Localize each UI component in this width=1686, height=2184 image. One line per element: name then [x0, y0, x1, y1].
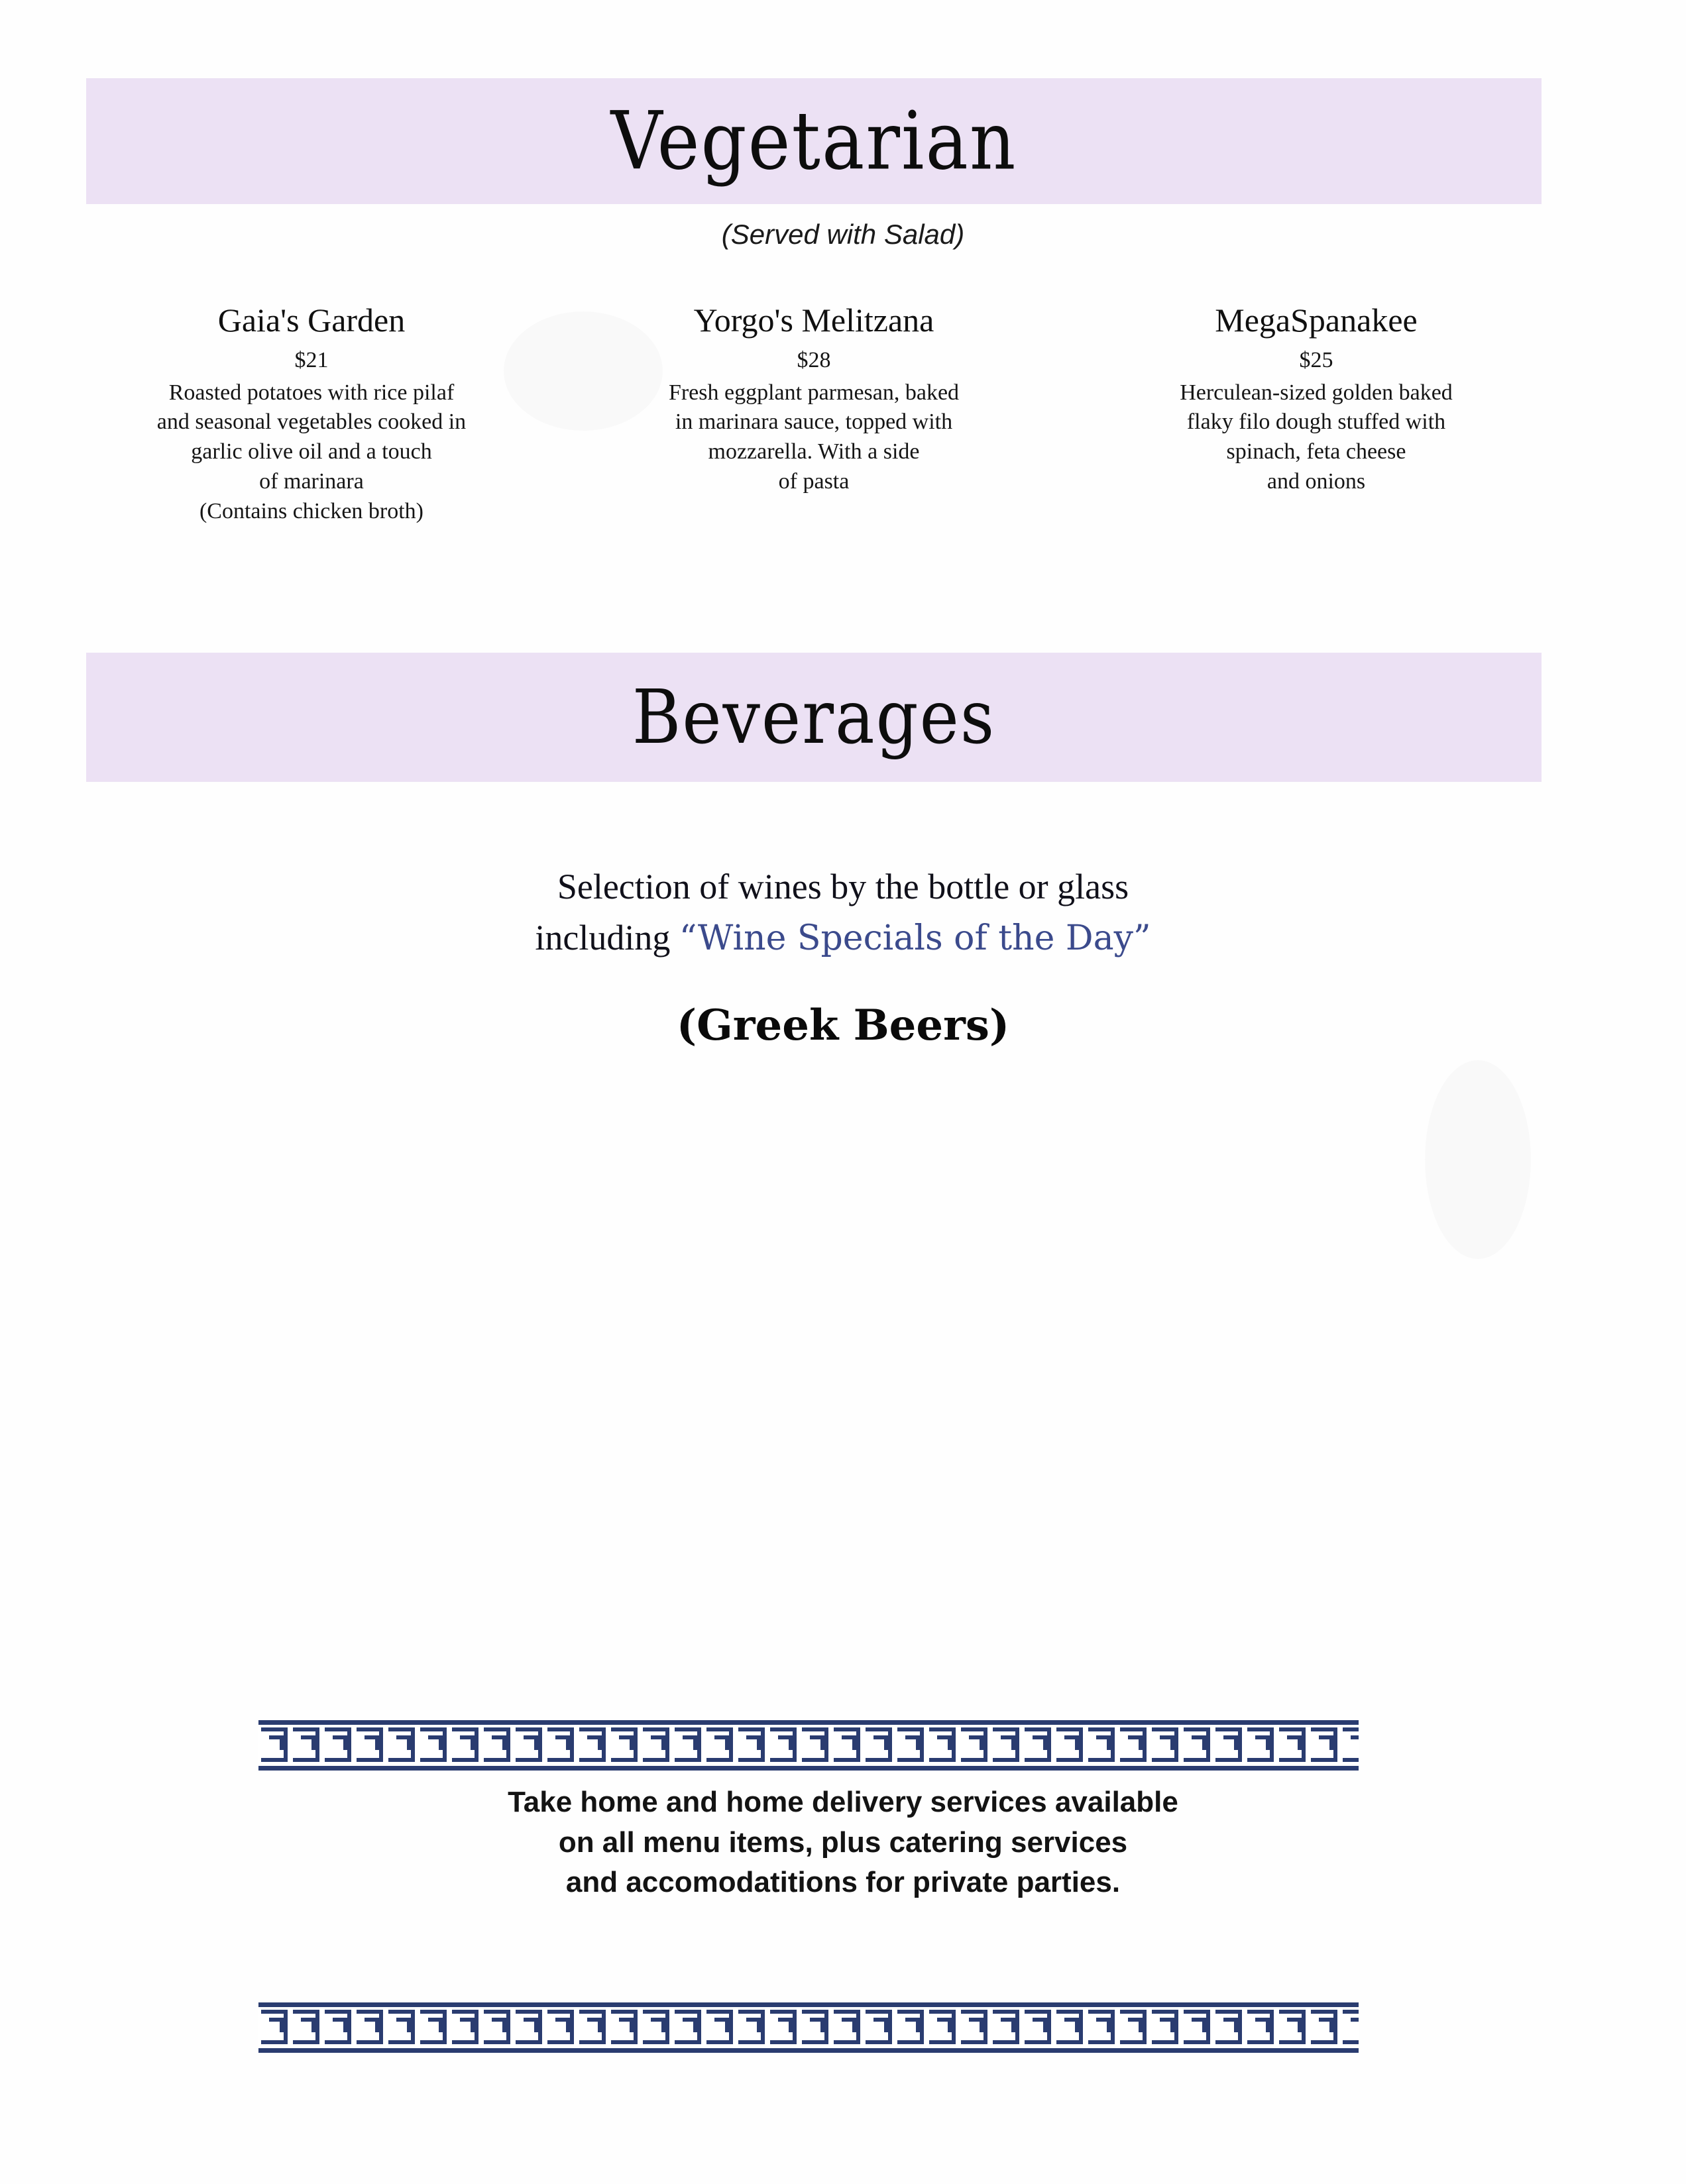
greek-key-unit: [545, 2007, 577, 2048]
greek-key-unit: [449, 1725, 481, 1766]
greek-key-unit: [1308, 1725, 1340, 1766]
greek-key-unit: [1117, 2007, 1149, 2048]
greek-key-unit: [736, 2007, 767, 2048]
section-title-vegetarian: Vegetarian: [610, 95, 1017, 188]
greek-key-unit: [386, 2007, 418, 2048]
dish-description: Roasted potatoes with rice pilaf and seasonal vegetables cooked in garlic olive oil and a touch of marinara: [156, 380, 467, 494]
greek-key-unit: [1245, 1725, 1276, 1766]
greek-key-unit: [513, 2007, 545, 2048]
section-title-beverages: Beverages: [632, 673, 996, 761]
greek-key-border-top: [258, 1720, 1359, 1771]
greek-key-unit: [1181, 1725, 1213, 1766]
beverages-wine-line-1: Selection of wines by the bottle or glass: [557, 867, 1129, 906]
footer-note: Take home and home delivery services available on all menu items, plus catering services and accomodatitions for private parties.: [508, 1786, 1178, 1899]
greek-key-unit: [1117, 1725, 1149, 1766]
greek-key-unit: [767, 1725, 799, 1766]
greek-key-unit: [927, 2007, 958, 2048]
greek-key-unit: [290, 2007, 322, 2048]
greek-key-unit: [1086, 2007, 1117, 2048]
section-banner-vegetarian: [86, 78, 1542, 204]
greek-key-unit: [1054, 2007, 1086, 2048]
greek-key-unit: [449, 2007, 481, 2048]
greek-key-unit: [863, 2007, 895, 2048]
section-banner-beverages: [86, 653, 1542, 782]
greek-key-unit: [1181, 2007, 1213, 2048]
greek-key-unit: [672, 2007, 704, 2048]
greek-key-unit: [1308, 2007, 1340, 2048]
greek-key-unit: [577, 2007, 608, 2048]
greek-key-unit: [799, 2007, 831, 2048]
greek-key-pattern: [258, 1725, 1359, 1766]
greek-key-unit: [1276, 1725, 1308, 1766]
greek-key-unit: [990, 2007, 1022, 2048]
greek-key-unit: [418, 1725, 449, 1766]
greek-key-unit: [1086, 1725, 1117, 1766]
greek-key-unit: [258, 1725, 290, 1766]
greek-key-unit: [481, 1725, 513, 1766]
dish-name: MegaSpanakee: [1215, 301, 1418, 339]
beverages-body: [0, 861, 1686, 1050]
greek-key-unit: [640, 2007, 672, 2048]
greek-key-unit: [799, 1725, 831, 1766]
greek-key-unit: [608, 1725, 640, 1766]
greek-key-unit: [1276, 2007, 1308, 2048]
greek-key-unit: [322, 2007, 354, 2048]
dish-name: Gaia's Garden: [217, 301, 406, 339]
scan-artifact: [1425, 1060, 1531, 1259]
greek-key-unit: [958, 1725, 990, 1766]
greek-key-unit: [354, 1725, 386, 1766]
greek-key-unit: [322, 1725, 354, 1766]
greek-key-unit: [895, 2007, 927, 2048]
greek-key-unit: [1149, 2007, 1181, 2048]
dish-note: (Contains chicken broth): [199, 499, 424, 523]
greek-key-unit: [1054, 1725, 1086, 1766]
greek-key-unit: [513, 1725, 545, 1766]
greek-key-unit: [831, 1725, 863, 1766]
dish-description: Fresh eggplant parmesan, baked in marinara sauce, topped with mozzarella. With a side of pasta: [668, 380, 960, 494]
greek-key-unit: [704, 1725, 736, 1766]
greek-key-unit: [545, 1725, 577, 1766]
greek-key-unit: [1245, 2007, 1276, 2048]
greek-key-unit: [895, 1725, 927, 1766]
greek-key-unit: [608, 2007, 640, 2048]
greek-key-unit: [831, 2007, 863, 2048]
greek-key-unit: [418, 2007, 449, 2048]
vegetarian-dish-list: [86, 301, 1542, 527]
greek-key-unit: [767, 2007, 799, 2048]
dish-name: Yorgo's Melitzana: [693, 301, 934, 339]
greek-key-unit: [990, 1725, 1022, 1766]
greek-key-pattern: [258, 2007, 1359, 2048]
greek-key-unit: [258, 2007, 290, 2048]
dish-item: [589, 301, 1039, 497]
greek-key-unit: [577, 1725, 608, 1766]
greek-key-unit: [1340, 1725, 1359, 1766]
greek-key-unit: [481, 2007, 513, 2048]
greek-key-unit: [1022, 1725, 1054, 1766]
greek-key-unit: [354, 2007, 386, 2048]
dish-description: Herculean-sized golden baked flaky filo dough stuffed with spinach, feta cheese and onions: [1180, 380, 1453, 494]
wine-specials-label: “Wine Specials of the Day”: [679, 918, 1151, 958]
vegetarian-subtitle: (Served with Salad): [721, 219, 965, 250]
greek-key-unit: [1213, 1725, 1245, 1766]
greek-key-unit: [863, 1725, 895, 1766]
dish-price: $25: [1299, 347, 1333, 372]
dish-price: $21: [294, 347, 329, 372]
greek-key-border-bottom: [258, 2002, 1359, 2053]
dish-item: [86, 301, 537, 527]
greek-key-unit: [1149, 1725, 1181, 1766]
greek-key-unit: [1340, 2007, 1359, 2048]
greek-key-unit: [1022, 2007, 1054, 2048]
greek-key-unit: [927, 1725, 958, 1766]
greek-key-unit: [958, 2007, 990, 2048]
greek-key-unit: [704, 2007, 736, 2048]
greek-key-unit: [672, 1725, 704, 1766]
greek-key-unit: [1213, 2007, 1245, 2048]
greek-key-unit: [736, 1725, 767, 1766]
greek-beers-label: (Greek Beers): [676, 1000, 1010, 1050]
greek-key-unit: [386, 1725, 418, 1766]
beverages-wine-line-2: including: [535, 917, 679, 957]
greek-key-unit: [640, 1725, 672, 1766]
dish-item: [1091, 301, 1542, 497]
dish-price: $28: [797, 347, 831, 372]
greek-key-unit: [290, 1725, 322, 1766]
beverages-wine-line: [0, 861, 1686, 963]
